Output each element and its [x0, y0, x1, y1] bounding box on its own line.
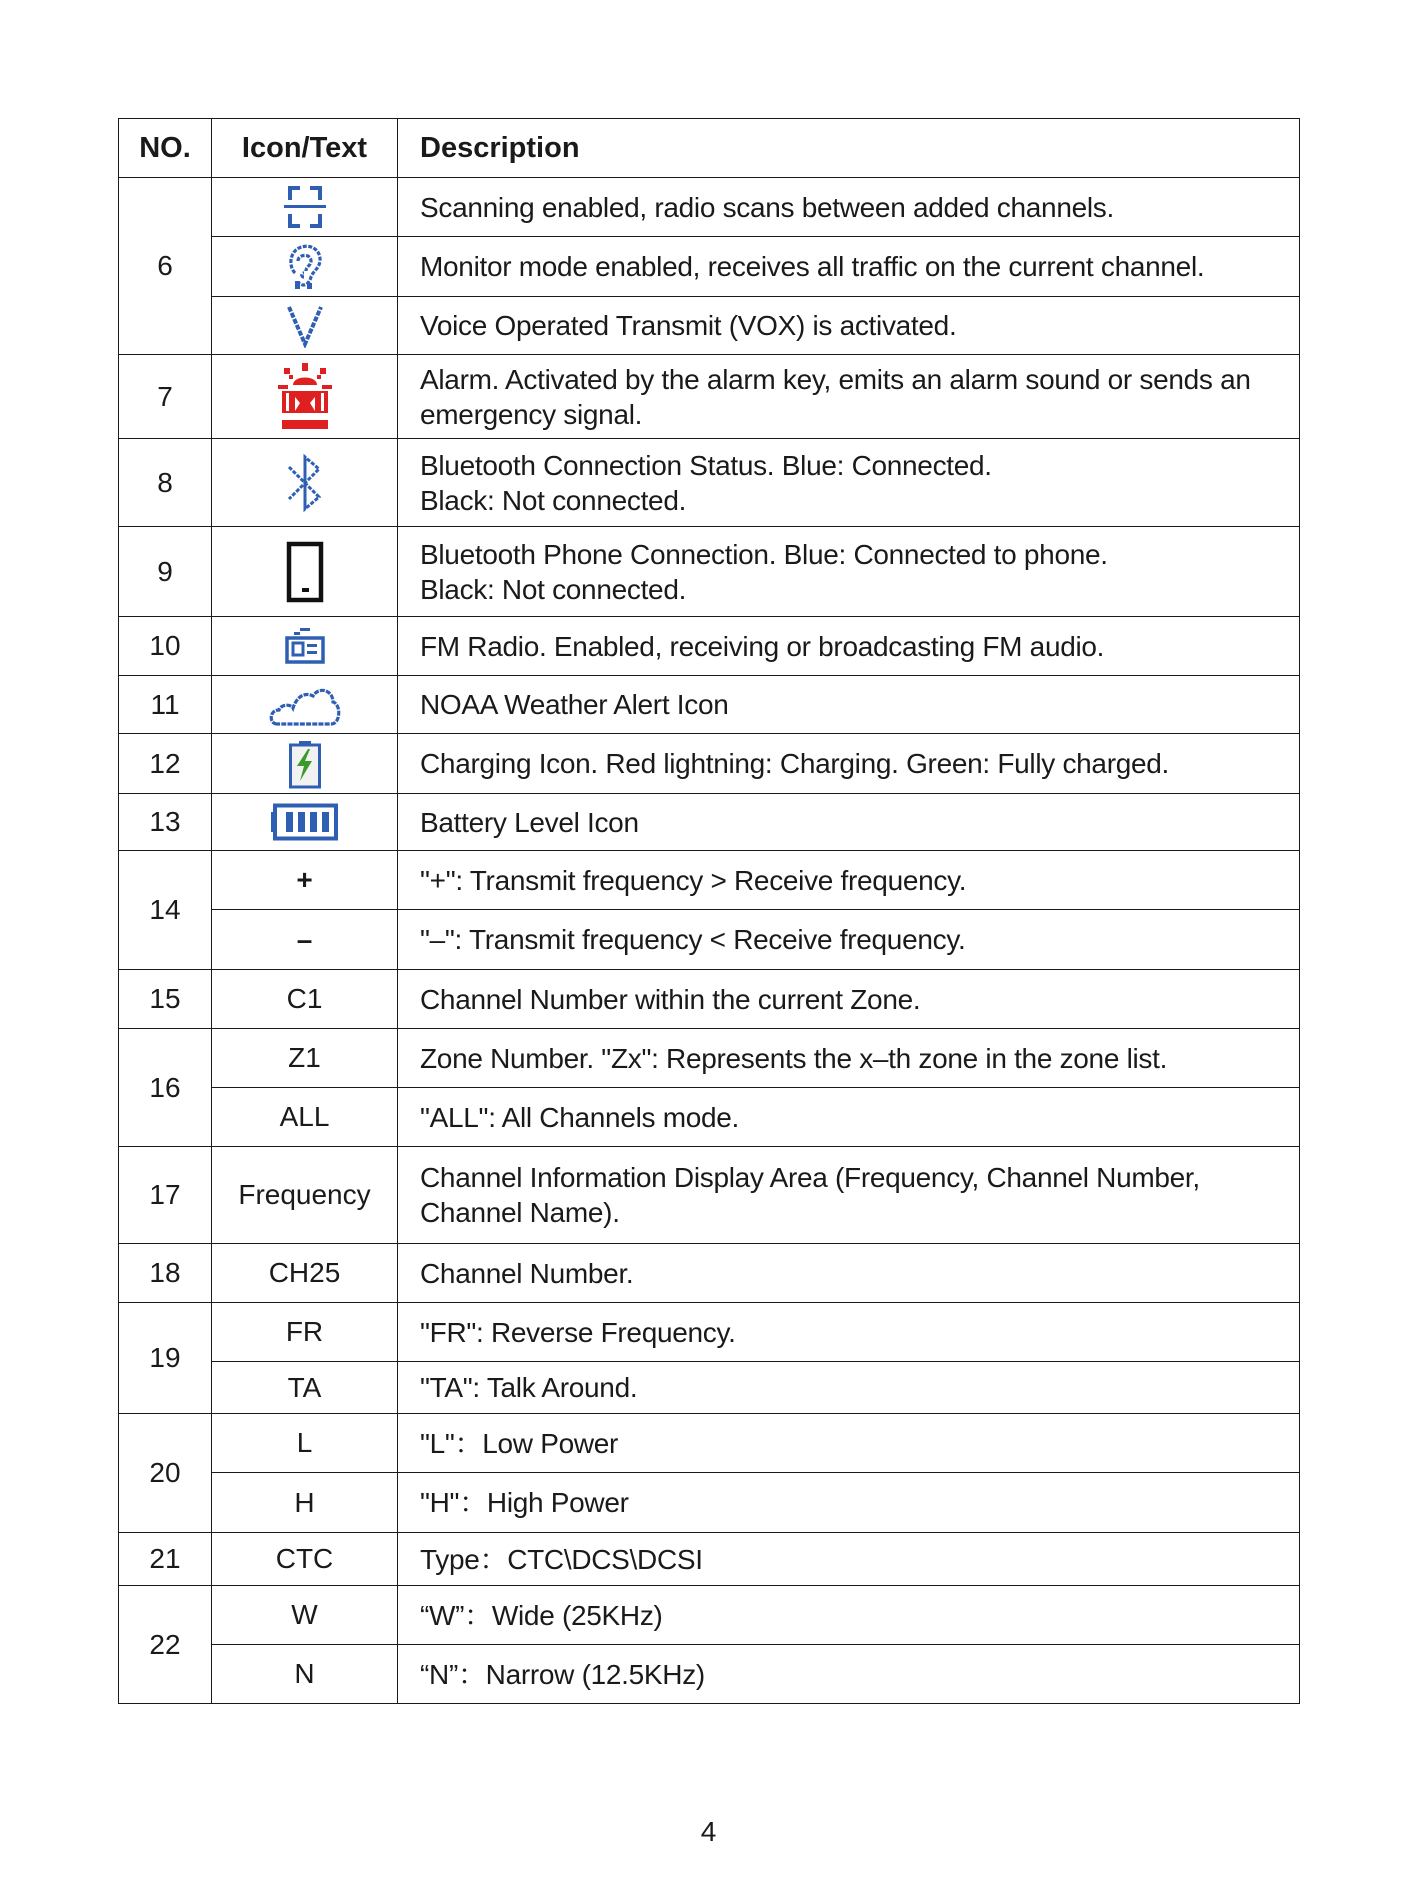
- icon-text: CTC: [212, 1533, 398, 1586]
- description: "ALL": All Channels mode.: [398, 1088, 1300, 1147]
- icon-text: Frequency: [212, 1147, 398, 1244]
- phone-icon: [285, 541, 325, 603]
- description: "–": Transmit frequency < Receive frequency.: [398, 910, 1300, 970]
- monitor-ear-icon: [287, 243, 323, 291]
- row-number: 10: [119, 617, 212, 676]
- description: “W”：Wide (25KHz): [398, 1586, 1300, 1645]
- icon-text: C1: [212, 970, 398, 1029]
- row-number: 18: [119, 1244, 212, 1303]
- description: Scanning enabled, radio scans between added channels.: [398, 178, 1300, 237]
- description: Charging Icon. Red lightning: Charging. Green: Fully charged.: [398, 734, 1300, 794]
- row-number: 8: [119, 439, 212, 527]
- description: "H"：High Power: [398, 1473, 1300, 1533]
- icon-text: N: [212, 1645, 398, 1704]
- header-no: NO.: [119, 119, 212, 178]
- fm-radio-icon: [284, 626, 326, 666]
- row-number: 6: [119, 178, 212, 355]
- table-row: [119, 1533, 1300, 1586]
- description-line: Black: Not connected.: [420, 573, 687, 605]
- table-header-row: [119, 119, 1300, 178]
- table-row: [119, 676, 1300, 734]
- row-number: 13: [119, 794, 212, 851]
- description: "FR": Reverse Frequency.: [398, 1303, 1300, 1362]
- table-row: [119, 1244, 1300, 1303]
- row-number: 16: [119, 1029, 212, 1147]
- table-row: [119, 297, 1300, 355]
- description-line: Channel Information Display Area (Frequency, Channel Number,: [420, 1162, 1200, 1193]
- icon-text: TA: [212, 1362, 398, 1414]
- alarm-icon: [277, 361, 333, 433]
- description: FM Radio. Enabled, receiving or broadcasting FM audio.: [398, 617, 1300, 676]
- description: Monitor mode enabled, receives all traffic on the current channel.: [398, 237, 1300, 297]
- table-row: [119, 851, 1300, 910]
- scan-icon: [282, 184, 328, 230]
- row-number: 20: [119, 1414, 212, 1533]
- row-number: 11: [119, 676, 212, 734]
- table-row: [119, 970, 1300, 1029]
- row-number: 14: [119, 851, 212, 970]
- table-row: [119, 355, 1300, 439]
- table-row: [119, 1586, 1300, 1645]
- plus-sign: +: [212, 851, 398, 910]
- weather-cloud-icon: [269, 682, 341, 728]
- icon-text: W: [212, 1586, 398, 1645]
- description: Channel Number within the current Zone.: [398, 970, 1300, 1029]
- table-row: [119, 1414, 1300, 1473]
- table-row: [119, 1029, 1300, 1088]
- table-row: [119, 527, 1300, 617]
- icon-description-table: [118, 118, 1300, 1704]
- table-row: [119, 734, 1300, 794]
- table-row: [119, 1088, 1300, 1147]
- description-line: Black: Not connected.: [420, 484, 687, 516]
- icon-text: H: [212, 1473, 398, 1533]
- icon-text: FR: [212, 1303, 398, 1362]
- description: Channel Number.: [398, 1244, 1300, 1303]
- row-number: 21: [119, 1533, 212, 1586]
- icon-text: ALL: [212, 1088, 398, 1147]
- bluetooth-icon: [285, 453, 325, 513]
- description: Battery Level Icon: [398, 794, 1300, 851]
- description: Zone Number. "Zx": Represents the x–th zone in the zone list.: [398, 1029, 1300, 1088]
- table-row: [119, 1147, 1300, 1244]
- table-row: [119, 794, 1300, 851]
- description-line: Bluetooth Phone Connection. Blue: Connected to phone.: [420, 538, 1108, 570]
- table-row: [119, 1362, 1300, 1414]
- description: "TA": Talk Around.: [398, 1362, 1300, 1414]
- description-line: Channel Name).: [420, 1197, 620, 1228]
- table-row: [119, 439, 1300, 527]
- vox-icon: [285, 304, 325, 348]
- icon-text: Z1: [212, 1029, 398, 1088]
- description: “N”：Narrow (12.5KHz): [398, 1645, 1300, 1704]
- row-number: 12: [119, 734, 212, 794]
- header-description: Description: [398, 119, 1300, 178]
- table-row: [119, 1473, 1300, 1533]
- row-number: 17: [119, 1147, 212, 1244]
- battery-icon: [271, 803, 339, 841]
- table-row: [119, 237, 1300, 297]
- row-number: 22: [119, 1586, 212, 1704]
- description: "L"：Low Power: [398, 1414, 1300, 1473]
- description-line: Bluetooth Connection Status. Blue: Connected.: [420, 449, 992, 481]
- table-row: [119, 910, 1300, 970]
- description: Voice Operated Transmit (VOX) is activated.: [398, 297, 1300, 355]
- charging-icon: [288, 739, 322, 789]
- icon-text: L: [212, 1414, 398, 1473]
- description: Alarm. Activated by the alarm key, emits an alarm sound or sends an emergency signal.: [398, 355, 1300, 439]
- description: "+": Transmit frequency > Receive frequency.: [398, 851, 1300, 910]
- description: Type：CTC\DCS\DCSI: [398, 1533, 1300, 1586]
- row-number: 9: [119, 527, 212, 617]
- row-number: 7: [119, 355, 212, 439]
- table-row: [119, 1303, 1300, 1362]
- table-row: [119, 617, 1300, 676]
- page-number: 4: [700, 1816, 717, 1847]
- header-icon-text: Icon/Text: [212, 119, 398, 178]
- icon-text: CH25: [212, 1244, 398, 1303]
- minus-sign: –: [212, 910, 398, 970]
- row-number: 19: [119, 1303, 212, 1414]
- row-number: 15: [119, 970, 212, 1029]
- table-row: [119, 178, 1300, 237]
- description: NOAA Weather Alert Icon: [398, 676, 1300, 734]
- table-row: [119, 1645, 1300, 1704]
